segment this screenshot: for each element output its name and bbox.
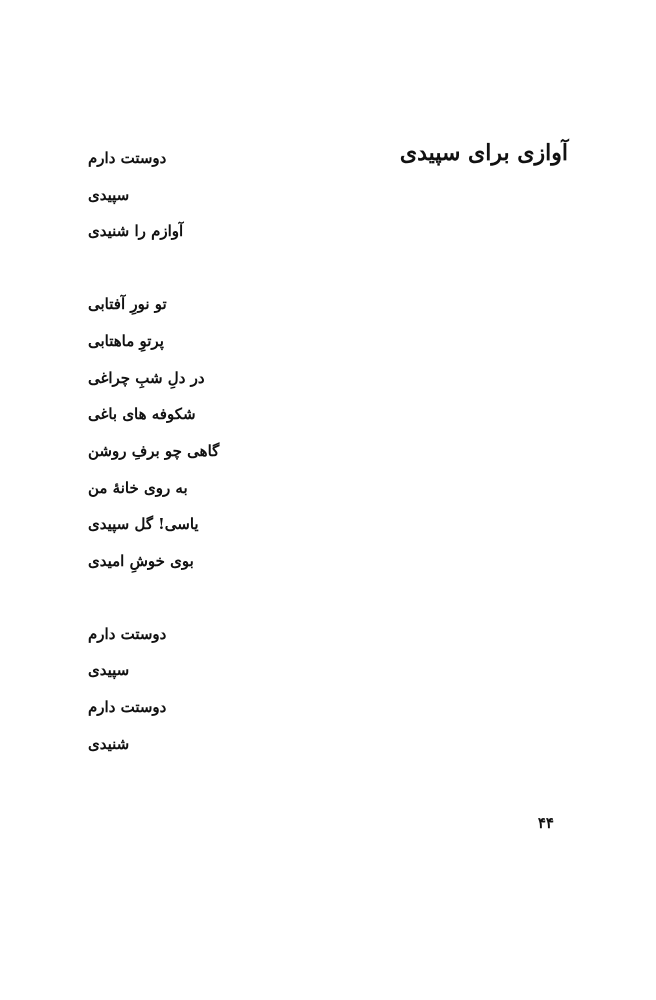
poem-line: تو نورِ آفتابی [88, 295, 167, 314]
poem-line: دوستت دارم [88, 149, 167, 167]
stanza-3 [88, 616, 308, 763]
stanza-2 [88, 286, 308, 580]
poem-line: گاهی چو برفِ روشن [88, 441, 220, 460]
poem-line: دوستت دارم [88, 698, 167, 717]
poem-line: شنیدی [88, 734, 130, 753]
poem-line: سپیدی [88, 185, 130, 204]
page-number: ۴۴ [537, 814, 554, 832]
poem-line: دوستت دارم [88, 624, 167, 643]
poem-line: آوازم را شنیدی [88, 222, 184, 241]
poem-line: یاسی! گل سپیدی [88, 515, 199, 534]
poem-line: در دلِ شبِ چراغی [88, 368, 205, 387]
poem-body [88, 140, 308, 763]
poem-line: به روی خانۀ من [88, 478, 188, 497]
poem-line: شکوفه های باغی [88, 405, 196, 424]
stanza-1 [88, 140, 308, 250]
poem-line: سپیدی [88, 661, 130, 680]
poem-title: آوازی برای سپیدی [399, 140, 568, 166]
poem-line: بوی خوشِ امیدی [88, 552, 194, 571]
poem-line: پرتوِ ماهتابی [88, 331, 164, 350]
